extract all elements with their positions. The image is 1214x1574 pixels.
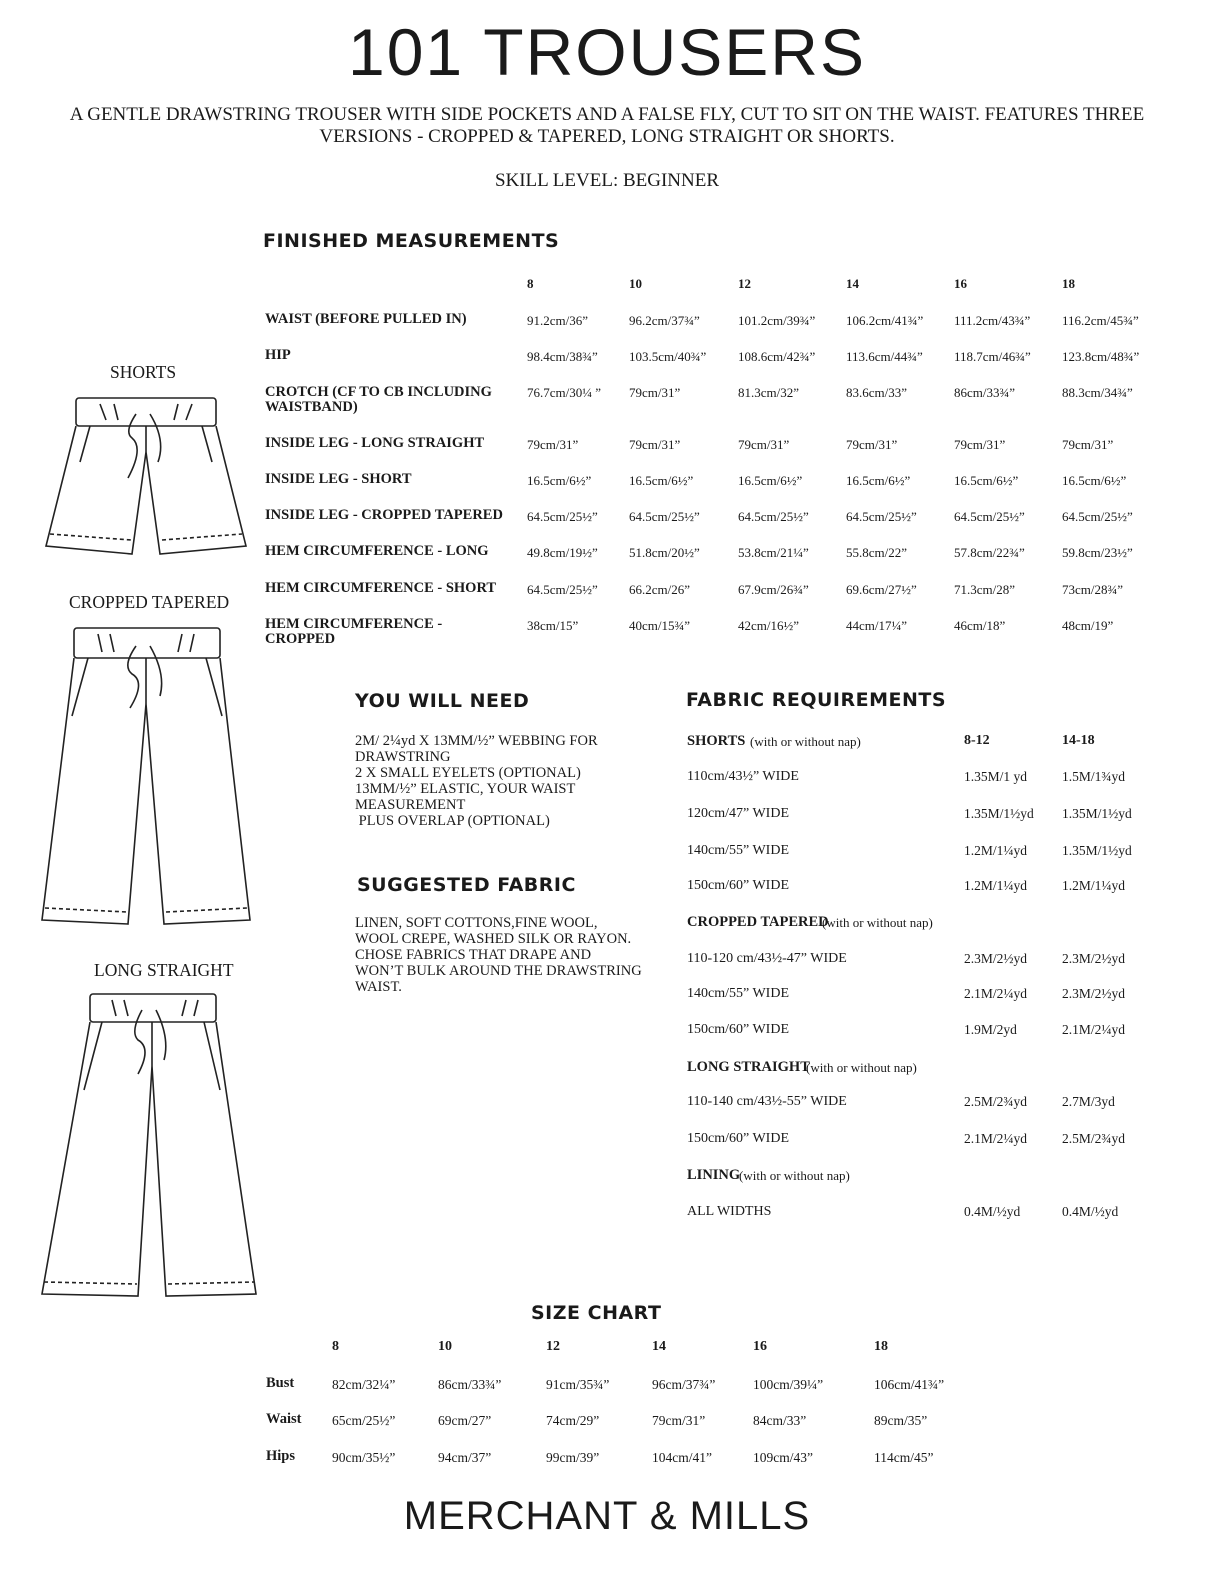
notion-line: 2 X SMALL EYELETS (OPTIONAL) xyxy=(355,765,581,781)
page-title: 101 TROUSERS xyxy=(348,15,866,89)
measurement-value: 98.4cm/38¾” xyxy=(527,349,598,364)
size-value: 100cm/39¼” xyxy=(753,1377,824,1392)
size-header: 12 xyxy=(738,276,751,291)
size-header: 12 xyxy=(546,1339,560,1354)
measurement-value: 64.5cm/25½” xyxy=(527,509,598,524)
fabric-width: 140cm/55” WIDE xyxy=(687,986,789,1001)
measurement-value: 59.8cm/23½” xyxy=(1062,545,1133,560)
measurement-value: 67.9cm/26¾” xyxy=(738,582,809,597)
fabric-width: 140cm/55” WIDE xyxy=(687,843,789,858)
measurement-value: 49.8cm/19½” xyxy=(527,545,598,560)
cropped-illustration xyxy=(38,624,256,938)
measurement-value: 101.2cm/39¾” xyxy=(738,313,816,328)
size-header: 16 xyxy=(954,276,967,291)
measurement-value: 111.2cm/43¾” xyxy=(954,313,1031,328)
measurement-value: 64.5cm/25½” xyxy=(846,509,917,524)
measurement-value: 64.5cm/25½” xyxy=(738,509,809,524)
suggested-fabric-heading: SUGGESTED FABRIC xyxy=(357,874,576,896)
size-value: 89cm/35” xyxy=(874,1413,928,1428)
fabric-width: 150cm/60” WIDE xyxy=(687,1022,789,1037)
size-value: 96cm/37¾” xyxy=(652,1377,716,1392)
size-value: 106cm/41¾” xyxy=(874,1377,945,1392)
notion-line: PLUS OVERLAP (OPTIONAL) xyxy=(355,813,550,829)
measurement-value: 88.3cm/34¾” xyxy=(1062,385,1133,400)
size-value: 84cm/33” xyxy=(753,1413,807,1428)
size-header: 18 xyxy=(874,1339,888,1354)
fabric-width: 150cm/60” WIDE xyxy=(687,878,789,893)
measurement-value: 79cm/31” xyxy=(954,437,1006,452)
measurement-value: 118.7cm/46¾” xyxy=(954,349,1031,364)
measurement-value: 64.5cm/25½” xyxy=(527,582,598,597)
measurement-value: 16.5cm/6½” xyxy=(954,473,1019,488)
measurement-value: 86cm/33¾” xyxy=(954,385,1016,400)
brand-name: MERCHANT & MILLS xyxy=(403,1494,811,1538)
size-value: 86cm/33¾” xyxy=(438,1377,502,1392)
notion-line: DRAWSTRING xyxy=(355,749,451,765)
fabric-group-note: (with or without nap) xyxy=(806,1060,917,1075)
measurement-value: 106.2cm/41¾” xyxy=(846,313,924,328)
measurement-value: 103.5cm/40¾” xyxy=(629,349,707,364)
fabric-group-note: (with or without nap) xyxy=(822,915,933,930)
measurement-value: 16.5cm/6½” xyxy=(629,473,694,488)
fabric-amount: 1.35M/1 yd xyxy=(964,769,1028,784)
measurement-label: INSIDE LEG - SHORT xyxy=(265,471,412,487)
size-header: 14 xyxy=(652,1339,666,1354)
cropped-label: CROPPED TAPERED xyxy=(69,592,230,612)
fabric-width: 120cm/47” WIDE xyxy=(687,806,789,821)
measurement-value: 51.8cm/20½” xyxy=(629,545,700,560)
fabric-amount: 1.9M/2yd xyxy=(964,1022,1017,1037)
measurement-value: 16.5cm/6½” xyxy=(846,473,911,488)
measurement-value: 57.8cm/22¾” xyxy=(954,545,1025,560)
measurement-label: INSIDE LEG - LONG STRAIGHT xyxy=(265,435,485,451)
size-value: 99cm/39” xyxy=(546,1450,600,1465)
fabric-width: 110-140 cm/43½-55” WIDE xyxy=(687,1094,847,1109)
size-value: 79cm/31” xyxy=(652,1413,706,1428)
size-value: 109cm/43” xyxy=(753,1450,813,1465)
fabric-amount: 1.5M/1¾yd xyxy=(1062,769,1126,784)
fabric-group-name: LINING xyxy=(687,1167,741,1183)
measurement-label: HIP xyxy=(265,347,291,363)
skill-level: SKILL LEVEL: BEGINNER xyxy=(494,170,720,191)
size-header: 14 xyxy=(846,276,859,291)
measurement-value: 42cm/16½” xyxy=(738,618,800,633)
measurement-value: 66.2cm/26” xyxy=(629,582,691,597)
size-header: 10 xyxy=(438,1339,452,1354)
measurement-value: 116.2cm/45¾” xyxy=(1062,313,1139,328)
measurement-value: 79cm/31” xyxy=(629,385,681,400)
fabric-amount: 0.4M/½yd xyxy=(1062,1204,1119,1219)
fabric-width: 110cm/43½” WIDE xyxy=(687,769,799,784)
size-header: 18 xyxy=(1062,276,1075,291)
fabric-amount: 2.3M/2½yd xyxy=(1062,986,1126,1001)
finished-measurements-heading: FINISHED MEASUREMENTS xyxy=(263,230,560,252)
size-chart-heading: SIZE CHART xyxy=(531,1302,662,1324)
measurement-value: 69.6cm/27½” xyxy=(846,582,917,597)
measurement-value: 55.8cm/22” xyxy=(846,545,908,560)
fabric-amount: 2.5M/2¾yd xyxy=(1062,1131,1126,1146)
measurement-value: 79cm/31” xyxy=(846,437,898,452)
fabric-group-name: SHORTS xyxy=(687,733,746,749)
measurement-value: 79cm/31” xyxy=(629,437,681,452)
fabric-amount: 1.2M/1¼yd xyxy=(964,843,1028,858)
fabric-amount: 2.1M/2¼yd xyxy=(964,986,1028,1001)
measurement-value: 64.5cm/25½” xyxy=(1062,509,1133,524)
you-will-need-heading: YOU WILL NEED xyxy=(355,690,530,712)
fabric-width: 150cm/60” WIDE xyxy=(687,1131,789,1146)
fabric-requirements-heading: FABRIC REQUIREMENTS xyxy=(686,689,947,711)
size-row-label: Bust xyxy=(266,1375,295,1391)
long-illustration xyxy=(38,990,260,1310)
measurement-value: 16.5cm/6½” xyxy=(527,473,592,488)
fabric-group-note: (with or without nap) xyxy=(739,1168,850,1183)
measurement-value: 96.2cm/37¾” xyxy=(629,313,700,328)
notion-line: MEASUREMENT xyxy=(355,797,466,813)
fabric-group-name: CROPPED TAPERED xyxy=(687,914,829,930)
fabric-amount: 2.3M/2½yd xyxy=(1062,951,1126,966)
measurement-label: INSIDE LEG - CROPPED TAPERED xyxy=(265,507,503,523)
size-value: 94cm/37” xyxy=(438,1450,492,1465)
measurement-value: 81.3cm/32” xyxy=(738,385,800,400)
measurement-value: 123.8cm/48¾” xyxy=(1062,349,1140,364)
fabric-line: LINEN, SOFT COTTONS,FINE WOOL, xyxy=(355,915,598,931)
measurement-value: 91.2cm/36” xyxy=(527,313,589,328)
fabric-col-header: 14-18 xyxy=(1062,733,1095,748)
measurement-value: 64.5cm/25½” xyxy=(954,509,1025,524)
fabric-amount: 1.35M/1½yd xyxy=(964,806,1034,821)
fabric-amount: 1.2M/1¼yd xyxy=(1062,878,1126,893)
size-row-label: Waist xyxy=(266,1411,302,1427)
size-value: 74cm/29” xyxy=(546,1413,600,1428)
size-header: 8 xyxy=(332,1339,339,1354)
fabric-group-note: (with or without nap) xyxy=(750,734,861,749)
measurement-value: 113.6cm/44¾” xyxy=(846,349,923,364)
fabric-group-name: LONG STRAIGHT xyxy=(687,1059,810,1075)
measurement-value: 53.8cm/21¼” xyxy=(738,545,809,560)
size-header: 8 xyxy=(527,276,534,291)
description: A GENTLE DRAWSTRING TROUSER WITH SIDE POCKETS AND A FALSE FLY, CUT TO SIT ON THE WAIST. FEATURES THREE VERSIONS - CROPPED & TAPERED, LONG STRAIGHT OR SHORTS. xyxy=(69,104,1145,147)
measurement-value: 108.6cm/42¾” xyxy=(738,349,816,364)
fabric-line: WON’T BULK AROUND THE DRAWSTRING xyxy=(355,963,642,979)
measurement-value: 46cm/18” xyxy=(954,618,1006,633)
fabric-amount: 2.5M/2¾yd xyxy=(964,1094,1028,1109)
measurement-value: 79cm/31” xyxy=(527,437,579,452)
notion-line: 2M/ 2¼yd X 13MM/½” WEBBING FOR xyxy=(355,733,598,749)
long-label: LONG STRAIGHT xyxy=(94,960,234,980)
notion-line: 13MM/½” ELASTIC, YOUR WAIST xyxy=(355,781,576,797)
measurement-value: 83.6cm/33” xyxy=(846,385,908,400)
measurement-value: 79cm/31” xyxy=(738,437,790,452)
size-row-label: Hips xyxy=(266,1448,296,1464)
fabric-amount: 1.35M/1½yd xyxy=(1062,843,1132,858)
measurement-value: 73cm/28¾” xyxy=(1062,582,1124,597)
size-value: 65cm/25½” xyxy=(332,1413,396,1428)
fabric-amount: 2.1M/2¼yd xyxy=(1062,1022,1126,1037)
measurement-value: 40cm/15¾” xyxy=(629,618,691,633)
measurement-label: HEM CIRCUMFERENCE - CROPPED xyxy=(265,616,443,647)
fabric-width: 110-120 cm/43½-47” WIDE xyxy=(687,951,847,966)
size-value: 82cm/32¼” xyxy=(332,1377,396,1392)
measurement-label: CROTCH (CF TO CB INCLUDING WAISTBAND) xyxy=(265,384,492,415)
fabric-line: CHOSE FABRICS THAT DRAPE AND xyxy=(355,947,592,963)
measurement-value: 38cm/15” xyxy=(527,618,579,633)
size-value: 91cm/35¾” xyxy=(546,1377,610,1392)
measurement-value: 64.5cm/25½” xyxy=(629,509,700,524)
measurement-value: 76.7cm/30¼ ” xyxy=(527,385,602,400)
measurement-value: 71.3cm/28” xyxy=(954,582,1016,597)
fabric-amount: 2.7M/3yd xyxy=(1062,1094,1115,1109)
measurement-value: 44cm/17¼” xyxy=(846,618,908,633)
fabric-amount: 1.35M/1½yd xyxy=(1062,806,1132,821)
measurement-value: 48cm/19” xyxy=(1062,618,1114,633)
suggested-fabric-list xyxy=(355,915,642,995)
size-header: 10 xyxy=(629,276,642,291)
size-header: 16 xyxy=(753,1339,767,1354)
fabric-col-header: 8-12 xyxy=(964,733,990,748)
shorts-illustration xyxy=(40,392,250,564)
size-value: 114cm/45” xyxy=(874,1450,934,1465)
fabric-amount: 2.1M/2¼yd xyxy=(964,1131,1028,1146)
measurement-label: HEM CIRCUMFERENCE - LONG xyxy=(265,543,489,559)
measurement-value: 16.5cm/6½” xyxy=(1062,473,1127,488)
fabric-line: WAIST. xyxy=(355,979,402,995)
measurement-value: 16.5cm/6½” xyxy=(738,473,803,488)
fabric-line: WOOL CREPE, WASHED SILK OR RAYON. xyxy=(355,931,632,947)
fabric-amount: 0.4M/½yd xyxy=(964,1204,1021,1219)
measurement-label: WAIST (BEFORE PULLED IN) xyxy=(265,311,467,327)
size-value: 69cm/27” xyxy=(438,1413,492,1428)
size-value: 104cm/41” xyxy=(652,1450,712,1465)
fabric-width: ALL WIDTHS xyxy=(687,1204,772,1219)
notions-list xyxy=(355,733,598,829)
fabric-amount: 1.2M/1¼yd xyxy=(964,878,1028,893)
measurement-value: 79cm/31” xyxy=(1062,437,1114,452)
shorts-label: SHORTS xyxy=(110,362,177,382)
size-value: 90cm/35½” xyxy=(332,1450,396,1465)
fabric-amount: 2.3M/2½yd xyxy=(964,951,1028,966)
measurement-label: HEM CIRCUMFERENCE - SHORT xyxy=(265,580,497,596)
